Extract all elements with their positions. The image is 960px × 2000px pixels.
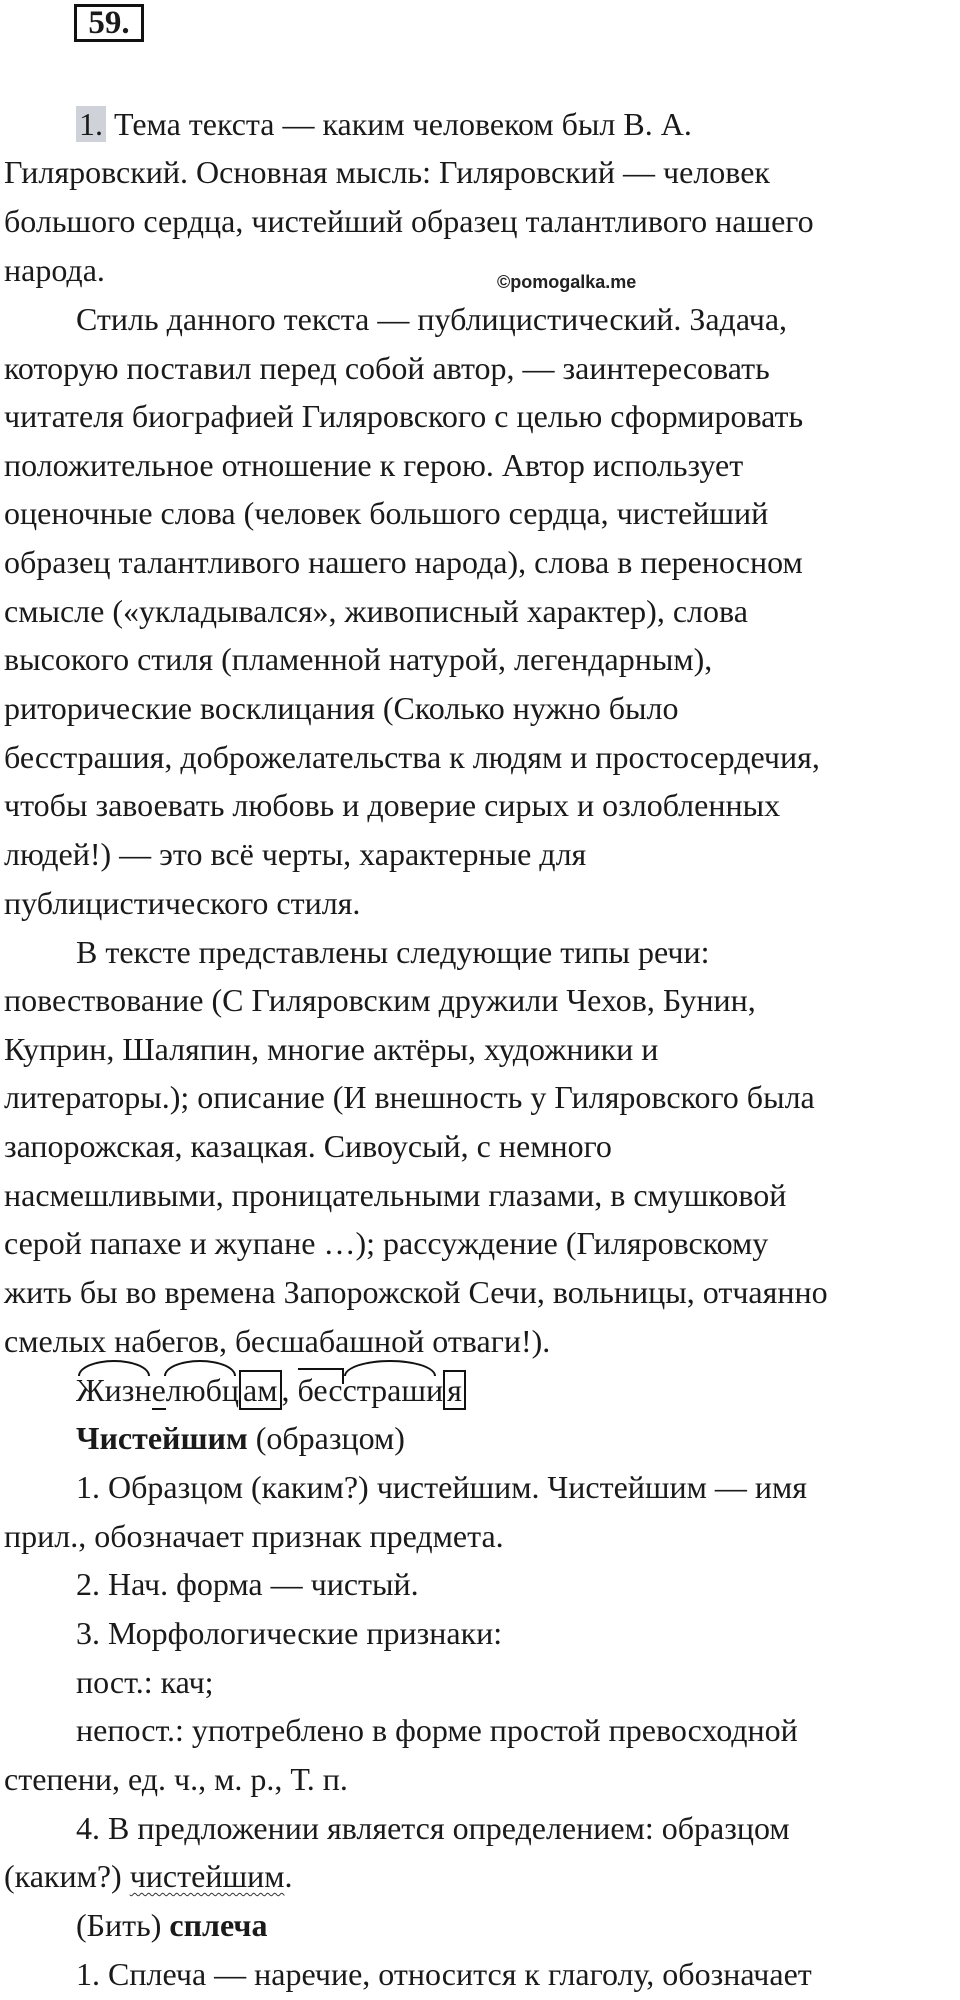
word-zhiznelyubtsam: [76, 1370, 282, 1410]
paragraph-1-line-1-text: Тема текста — каким человеком был В. А.: [106, 106, 692, 142]
paragraph-2-line: читателя биографией Гиляровского с целью сформировать: [4, 398, 804, 434]
section-1-line: 3. Морфологические признаки:: [76, 1615, 503, 1651]
paragraph-3-line: смелых набегов, бесшабашной отваги!).: [4, 1323, 551, 1359]
paragraph-3-line: повествование (С Гиляровским дружили Чехов, Бунин,: [4, 982, 756, 1018]
paragraph-1-line-3: большого сердца, чистейший образец талантливого нашего: [4, 203, 814, 239]
paragraph-2-line: Стиль данного текста — публицистический. Задача,: [76, 301, 788, 337]
section-1-line-last: [4, 1856, 292, 1896]
paragraph-3-line: В тексте представлены следующие типы речи:: [76, 934, 710, 970]
heading-rest: (Бить): [76, 1907, 170, 1943]
section-1-line: 4. В предложении является определением: образцом: [76, 1810, 790, 1846]
heading-bold-word: сплеча: [169, 1907, 268, 1943]
root: страши: [342, 1372, 444, 1408]
section-2-line: 1. Сплеча — наречие, относится к глаголу, обозначает: [76, 1956, 812, 1992]
paragraph-2-line: которую поставил перед собой автор, — заинтересовать: [4, 350, 770, 386]
paragraph-2-line: оценочные слова (человек большого сердца, чистейший: [4, 495, 769, 531]
comma: ,: [281, 1372, 298, 1408]
section-1-heading: [76, 1418, 405, 1458]
period: .: [284, 1858, 293, 1894]
wavy-underlined-word: чистейшим: [129, 1858, 285, 1894]
ending-box: ам: [239, 1370, 281, 1410]
section-1-line: пост.: кач;: [76, 1664, 214, 1700]
section-1-line: прил., обозначает признак предмета.: [4, 1518, 504, 1554]
paragraph-3-line: серой папахе и жупане …); рассуждение (Гиляровскому: [4, 1225, 769, 1261]
ending-box: я: [443, 1370, 466, 1410]
text-part: (каким?): [4, 1858, 130, 1894]
prefix: бес: [297, 1372, 343, 1408]
section-2-heading: [76, 1905, 267, 1945]
paragraph-2-line: риторические восклицания (Сколько нужно было: [4, 690, 679, 726]
watermark: ©pomogalka.me: [497, 272, 637, 292]
word-part: любц: [165, 1372, 240, 1408]
paragraph-2-line: образец талантливого нашего народа), слова в переносном: [4, 544, 803, 580]
paragraph-3-line: запорожская, казацкая. Сивоусый, с немного: [4, 1128, 612, 1164]
section-1-line: 2. Нач. форма — чистый.: [76, 1566, 419, 1602]
word-part: Жизн: [76, 1372, 152, 1408]
paragraph-2-line: высокого стиля (пламенной натурой, легендарным),: [4, 641, 713, 677]
word-besstrashiya: [298, 1370, 466, 1410]
paragraph-3-line: насмешливыми, проницательными глазами, в смушковой: [4, 1177, 787, 1213]
paragraph-1-line-4: народа.: [4, 252, 105, 288]
heading-rest: (образцом): [247, 1420, 405, 1456]
highlighted-item-number: 1.: [76, 106, 106, 142]
heading-bold-word: Чистейшим: [76, 1420, 248, 1456]
section-1-line: непост.: употреблено в форме простой превосходной: [76, 1712, 798, 1748]
paragraph-2-line: положительное отношение к герою. Автор использует: [4, 447, 744, 483]
paragraph-3-line: жить бы во времена Запорожской Сечи, вольницы, отчаянно: [4, 1274, 828, 1310]
root-arc-mark: [78, 1360, 150, 1376]
section-1-line: 1. Образцом (каким?) чистейшим. Чистейшим — имя: [76, 1469, 807, 1505]
paragraph-1-line-1: [76, 104, 692, 144]
root-arc-mark: [344, 1360, 436, 1376]
paragraph-2-line: людей!) — это всё черты, характерные для: [4, 836, 587, 872]
connecting-vowel: е: [151, 1372, 166, 1408]
section-1-line: степени, ед. ч., м. р., Т. п.: [4, 1761, 348, 1797]
paragraph-2-line: чтобы завоевать любовь и доверие сирых и озлобленных: [4, 787, 781, 823]
paragraph-1-line-2: Гиляровский. Основная мысль: Гиляровский — человек: [4, 154, 770, 190]
paragraph-3-line: Куприн, Шаляпин, многие актёры, художники и: [4, 1031, 659, 1067]
paragraph-3-line: литераторы.); описание (И внешность у Гиляровского была: [4, 1079, 815, 1115]
morpheme-analysis: [76, 1370, 466, 1410]
paragraph-2-line: смысле («укладывался», живописный характер), слова: [4, 593, 748, 629]
paragraph-2-line: публицистического стиля.: [4, 885, 361, 921]
task-number-badge: 59.: [74, 4, 144, 42]
root-arc-mark: [164, 1360, 236, 1376]
paragraph-2-line: бесстрашия, доброжелательства к людям и простосердечия,: [4, 739, 820, 775]
prefix-mark: [298, 1368, 344, 1384]
